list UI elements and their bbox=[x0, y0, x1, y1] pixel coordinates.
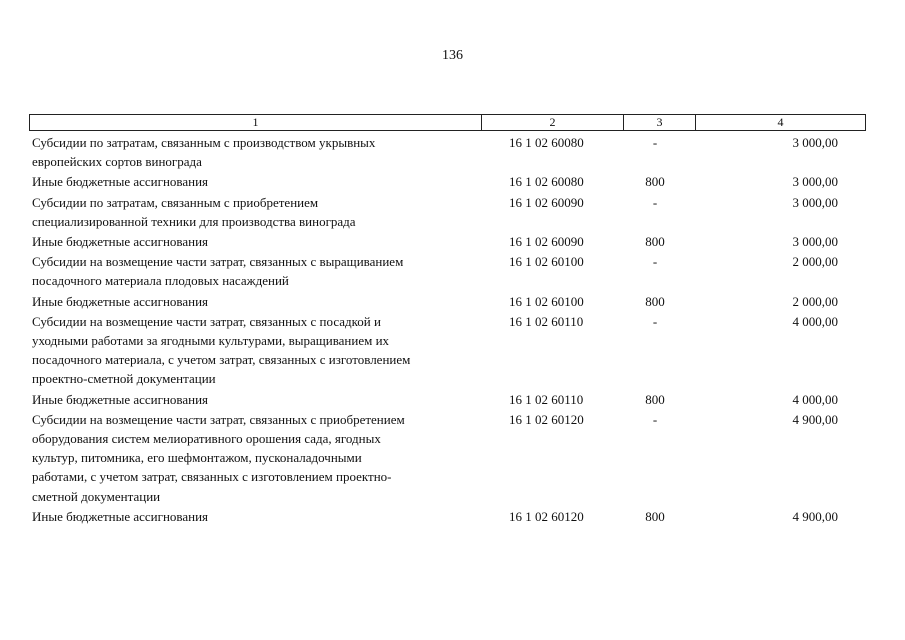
budget-rows bbox=[32, 133, 852, 526]
row-type: - bbox=[652, 411, 658, 427]
row-name-line: работами, с учетом затрат, связанных с изготовлением проектно- bbox=[32, 469, 392, 485]
row-amount: 3 000,00 bbox=[792, 234, 838, 250]
row-code: 16 1 02 60090 bbox=[509, 234, 584, 250]
table-row bbox=[32, 172, 852, 191]
row-name-line: европейских сортов винограда bbox=[32, 154, 202, 170]
row-name bbox=[32, 172, 480, 191]
row-type: - bbox=[652, 194, 658, 210]
row-name-line: оборудования систем мелиоративного орошения сада, ягодных bbox=[32, 431, 381, 447]
row-amount: 3 000,00 bbox=[792, 174, 838, 190]
row-type: - bbox=[652, 254, 658, 270]
row-name-line: специализированной техники для производства винограда bbox=[32, 213, 356, 229]
row-name-line: Иные бюджетные ассигнования bbox=[32, 234, 209, 250]
column-header-table bbox=[29, 114, 866, 131]
row-name bbox=[32, 193, 480, 231]
row-name-line: Субсидии по затратам, связанным с производством укрывных bbox=[32, 135, 376, 150]
table-row bbox=[32, 507, 852, 526]
column-header-3: 3 bbox=[624, 115, 696, 131]
row-type: 800 bbox=[645, 508, 665, 524]
row-code: 16 1 02 60110 bbox=[509, 313, 584, 329]
row-type: 800 bbox=[645, 391, 665, 407]
row-name bbox=[32, 312, 480, 389]
column-header-row bbox=[30, 115, 866, 131]
row-code: 16 1 02 60100 bbox=[509, 254, 584, 270]
row-name bbox=[32, 232, 480, 251]
row-name-line: уходными работами за ягодными культурами, выращиванием их bbox=[32, 333, 390, 349]
row-amount: 4 900,00 bbox=[792, 508, 838, 524]
row-code: 16 1 02 60080 bbox=[509, 135, 584, 150]
row-type: - bbox=[652, 135, 658, 150]
row-name bbox=[32, 390, 480, 409]
row-amount: 4 000,00 bbox=[792, 391, 838, 407]
row-name-line: Иные бюджетные ассигнования bbox=[32, 293, 209, 309]
table-row bbox=[32, 390, 852, 409]
column-header-2: 2 bbox=[482, 115, 624, 131]
table-row bbox=[32, 410, 852, 506]
row-amount: 4 900,00 bbox=[792, 411, 838, 427]
row-amount: 2 000,00 bbox=[792, 293, 838, 309]
row-name-line: Иные бюджетные ассигнования bbox=[32, 391, 209, 407]
row-code: 16 1 02 60120 bbox=[509, 508, 584, 524]
row-name-line: Субсидии по затратам, связанным с приобретением bbox=[32, 194, 319, 210]
row-amount: 4 000,00 bbox=[792, 313, 838, 329]
table-row bbox=[32, 292, 852, 311]
table-row bbox=[32, 193, 852, 231]
row-code: 16 1 02 60090 bbox=[509, 194, 584, 210]
row-type: - bbox=[652, 313, 658, 329]
row-code: 16 1 02 60100 bbox=[509, 293, 584, 309]
row-amount: 3 000,00 bbox=[792, 135, 838, 150]
row-name-line: сметной документации bbox=[32, 488, 161, 504]
row-name-line: культур, питомника, его шефмонтажом, пусконаладочными bbox=[32, 450, 362, 466]
row-code: 16 1 02 60110 bbox=[509, 391, 584, 407]
row-name-line: посадочного материала, с учетом затрат, связанных с изготовлением bbox=[32, 352, 411, 368]
table-row bbox=[32, 232, 852, 251]
row-name bbox=[32, 133, 480, 171]
row-name bbox=[32, 410, 480, 506]
row-name-line: Субсидии на возмещение части затрат, связанных с посадкой и bbox=[32, 313, 381, 329]
table-row bbox=[32, 252, 852, 290]
row-name-line: Субсидии на возмещение части затрат, связанных с приобретением bbox=[32, 411, 405, 427]
table-row bbox=[32, 133, 852, 171]
table-row bbox=[32, 312, 852, 389]
row-type: 800 bbox=[645, 234, 665, 250]
row-name bbox=[32, 292, 480, 311]
row-name bbox=[32, 252, 480, 290]
row-amount: 3 000,00 bbox=[792, 194, 838, 210]
row-code: 16 1 02 60120 bbox=[509, 411, 584, 427]
page-number: 136 bbox=[442, 48, 463, 63]
row-name-line: посадочного материала плодовых насаждений bbox=[32, 273, 289, 289]
row-type: 800 bbox=[645, 174, 665, 190]
column-header-1: 1 bbox=[30, 115, 482, 131]
row-amount: 2 000,00 bbox=[792, 254, 838, 270]
row-name bbox=[32, 507, 480, 526]
row-code: 16 1 02 60080 bbox=[509, 174, 584, 190]
row-name-line: Иные бюджетные ассигнования bbox=[32, 174, 209, 190]
row-name-line: проектно-сметной документации bbox=[32, 371, 216, 387]
row-name-line: Субсидии на возмещение части затрат, связанных с выращиванием bbox=[32, 254, 404, 270]
row-type: 800 bbox=[645, 293, 665, 309]
column-header-4: 4 bbox=[696, 115, 866, 131]
row-name-line: Иные бюджетные ассигнования bbox=[32, 508, 209, 524]
